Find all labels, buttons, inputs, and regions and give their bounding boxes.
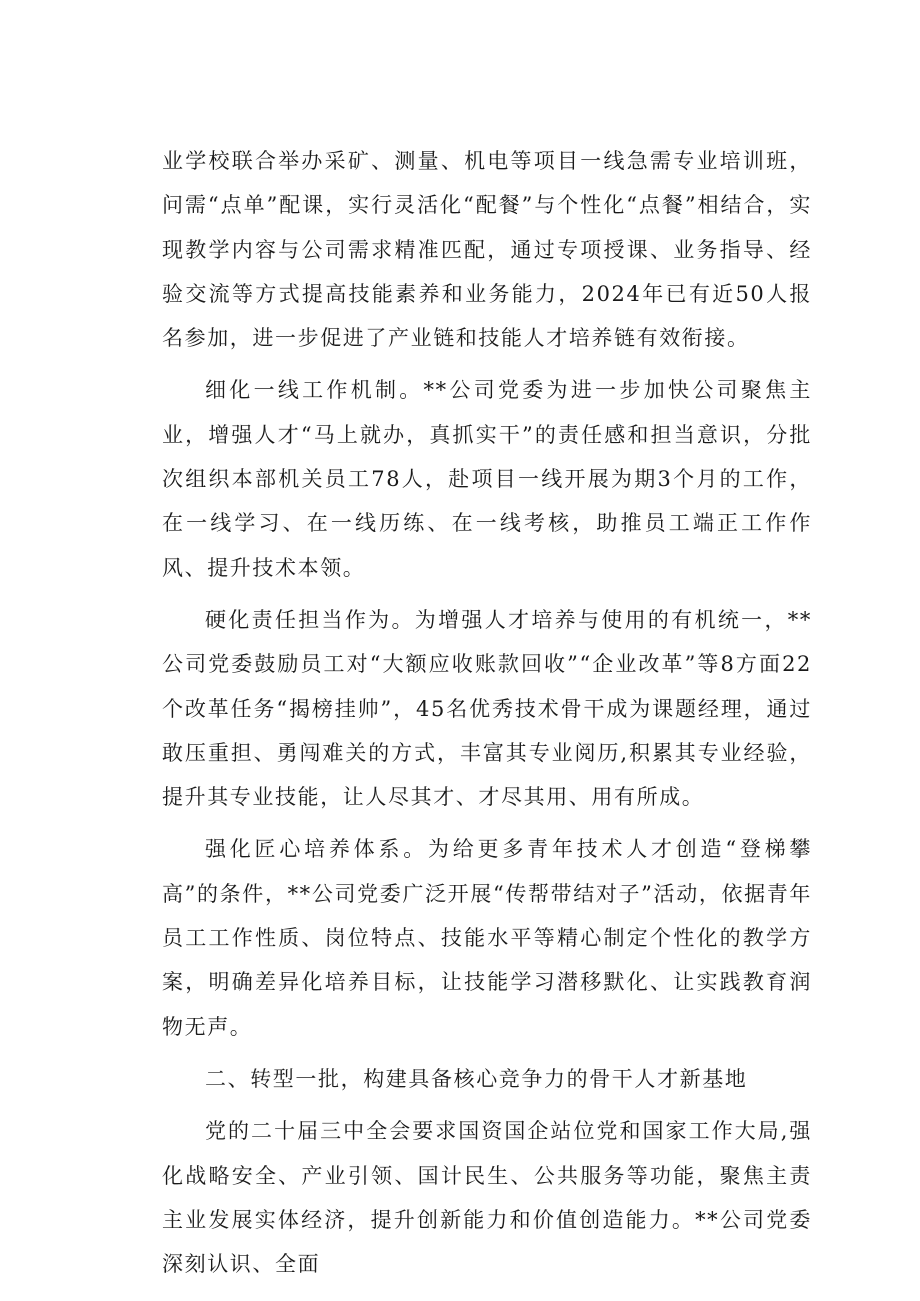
document-body [162,139,812,1294]
section-heading: 二、转型一批，构建具备核心竞争力的骨干人才新基地 [205,1066,748,1091]
paragraph-responsibility: 硬化责任担当作为。为增强人才培养与使用的有机统一，**公司党委鼓励员工对“大额应收账款回收”“企业改革”等8方面22个改革任务“揭榜挂帅”，45名优秀技术骨干成为课题经理，通过敢压重担、勇闯难关的方式，丰富其专业阅历,积累其专业经验，提升其专业技能，让人尽其才、才尽其用、用有所成。 [162,607,812,810]
paragraph-craftsmanship: 强化匠心培养体系。为给更多青年技术人才创造“登梯攀高”的条件，**公司党委广泛开展“传帮带结对子”活动，依据青年员工工作性质、岗位特点、技能水平等精心制定个性化的教学方案，明确差异化培养目标，让技能学习潜移默化、让实践教育润物无声。 [162,837,812,1039]
paragraph-continuation: 业学校联合举办采矿、测量、机电等项目一线急需专业培训班，问需“点单”配课，实行灵活化“配餐”与个性化“点餐”相结合，实现教学内容与公司需求精准匹配，通过专项授课、业务指导、经验交流等方式提高技能素养和业务能力，2024年已有近50人报名参加，进一步促进了产业链和技能人才培养链有效衔接。 [162,149,812,351]
paragraph-plenary-session: 党的二十届三中全会要求国资国企站位党和国家工作大局,强化战略安全、产业引领、国计民生、公共服务等功能，聚焦主责主业发展实体经济，提升创新能力和价值创造能力。**公司党委深刻认识、全面 [162,1119,812,1277]
paragraph-frontline-mechanism: 细化一线工作机制。**公司党委为进一步加快公司聚焦主业，增强人才“马上就办，真抓实干”的责任感和担当意识，分批次组织本部机关员工78人，赴项目一线开展为期3个月的工作，在一线学习、在一线历练、在一线考核，助推员工端正工作作风、提升技术本领。 [162,378,812,580]
